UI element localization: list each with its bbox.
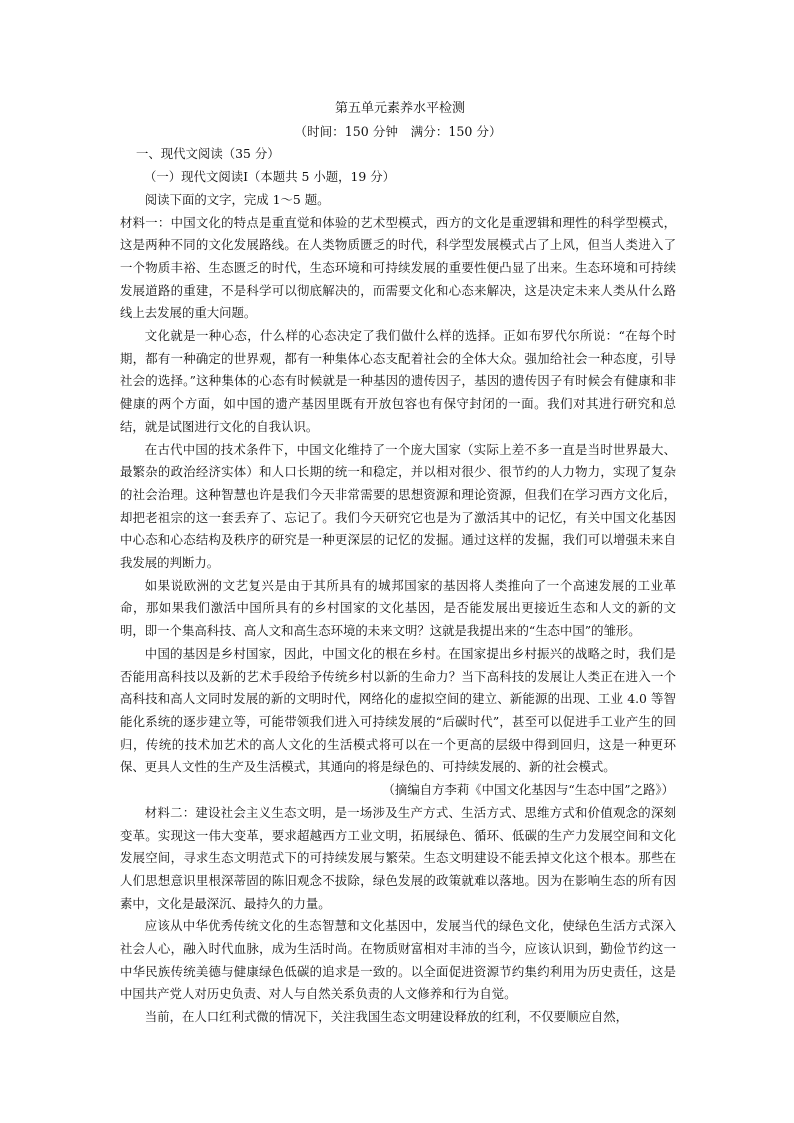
material1-paragraph: 在古代中国的技术条件下，中国文化维持了一个庞大国家（实际上差不多一直是当时世界最大、最繁杂的政治经济实体）和人口长期的统一和稳定，并以相对很少、很节约的人力物力，实现了复杂的社会治理。这种智慧也许是我们今天非常需要的思想资源和理论资源，但我们在学习西方文化后，却把老祖宗的这一套丢弃了、忘记了。我们今天研究它也是为了激活其中的记忆，有关中国文化基因中心态和心态结构及秩序的研究是一种更深层的记忆的发掘。通过这样的发掘，我们可以增强未来自我发展的判断力。 — [120, 441, 676, 571]
section-heading: 一、现代文阅读（35 分） — [136, 146, 280, 162]
material2-paragraph: 应该从中华优秀传统文化的生态智慧和文化基因中，发展当代的绿色文化，使绿色生活方式深入社会人心，融入时代血脉，成为生活时尚。在物质财富相对丰沛的当今，应该认识到，勤俭节约这一中华民族传统美德与健康绿色低碳的追求是一致的。以全面促进资源节约集约利用为历史责任，这是中国共产党人对历史负责、对人与自然关系负责的人文修养和行为自觉。 — [120, 918, 676, 1002]
sub-section-heading: （一）现代文阅读Ⅰ（本题共 5 小题，19 分） — [144, 169, 396, 185]
page-title: 第五单元素养水平检测 — [334, 101, 465, 116]
exam-time-and-score: （时间：150 分钟 满分：150 分） — [294, 123, 502, 139]
material1-paragraph: 如果说欧洲的文艺复兴是由于其所具有的城邦国家的基因将人类推向了一个高速发展的工业革命，那如果我们激活中国所具有的乡村国家的文化基因，是否能发展出更接近生态和人文的新的文明，即一个集高科技、高人文和高生态环境的未来文明？这就是我提出来的“生态中国”的雏形。 — [120, 577, 676, 639]
material1-paragraph: 中国的基因是乡村国家，因此，中国文化的根在乡村。在国家提出乡村振兴的战略之时，我们是否能用高科技以及新的艺术手段给予传统乡村以新的生命力？当下高科技的发展让人类正在进入一个高科技和高人文同时发展的新的文明时代，网络化的虚拟空间的建立、新能源的出现、工业 4.0 等智能化系统的逐步建立等，可能带领我们进入可持续发展的“后碳时代”，甚至可以促进手工业产生的回归，传统的技术加艺术的高人文化的生活模式将可以在一个更高的层级中得到回归，这是一种更环保、更具人文性的生产及生活模式，其通向的将是绿色的、可持续发展的、新的社会模式。 — [120, 645, 676, 775]
material1-paragraph: 材料一：中国文化的特点是重直觉和体验的艺术型模式，西方的文化是重逻辑和理性的科学型模式，这是两种不同的文化发展路线。在人类物质匮乏的时代，科学型发展模式占了上风，但当人类进入了一个物质丰裕、生态匮乏的时代，生态环境和可持续发展的重要性便凸显了出来。生态环境和可持续发展道路的重建，不是科学可以彻底解决的，而需要文化和心态来解决，这是决定未来人类从什么路线上去发展的重大问题。 — [120, 214, 676, 321]
reading-instruction: 阅读下面的文字，完成 1～5 题。 — [144, 191, 330, 207]
material1-paragraph: 文化就是一种心态，什么样的心态决定了我们做什么样的选择。正如布罗代尔所说：“在每个时期，都有一种确定的世界观，都有一种集体心态支配着社会的全体大众。强加给社会一种态度，引导社会的选择。”这种集体的心态有时候就是一种基因的遗传因子，基因的遗传因子有时候会有健康和非健康的两个方面，如中国的遗产基因里既有开放包容也有保守封闭的一面。我们对其进行研究和总结，就是试图进行文化的自我认识。 — [120, 328, 676, 434]
exam-page — [120, 98, 676, 1029]
material2-paragraph: 材料二：建设社会主义生态文明，是一场涉及生产方式、生活方式、思维方式和价值观念的深刻变革。实现这一伟大变革，要求超越西方工业文明，拓展绿色、循环、低碳的生产力发展空间和文化发展空间，寻求生态文明范式下的可持续发展与繁荣。生态文明建设不能丢掉文化这个根本。那些在人们思想意识里根深蒂固的陈旧观念不拔除，绿色发展的政策就难以落地。因为在影响生态的所有因素中，文化是最深沉、最持久的力量。 — [120, 804, 676, 911]
material2-paragraph: 当前，在人口红利式微的情况下，关注我国生态文明建设释放的红利，不仅要顺应自然， — [144, 1009, 629, 1025]
material1-source: （摘编自方李莉《中国文化基因与“生态中国”之路》） — [382, 782, 674, 798]
